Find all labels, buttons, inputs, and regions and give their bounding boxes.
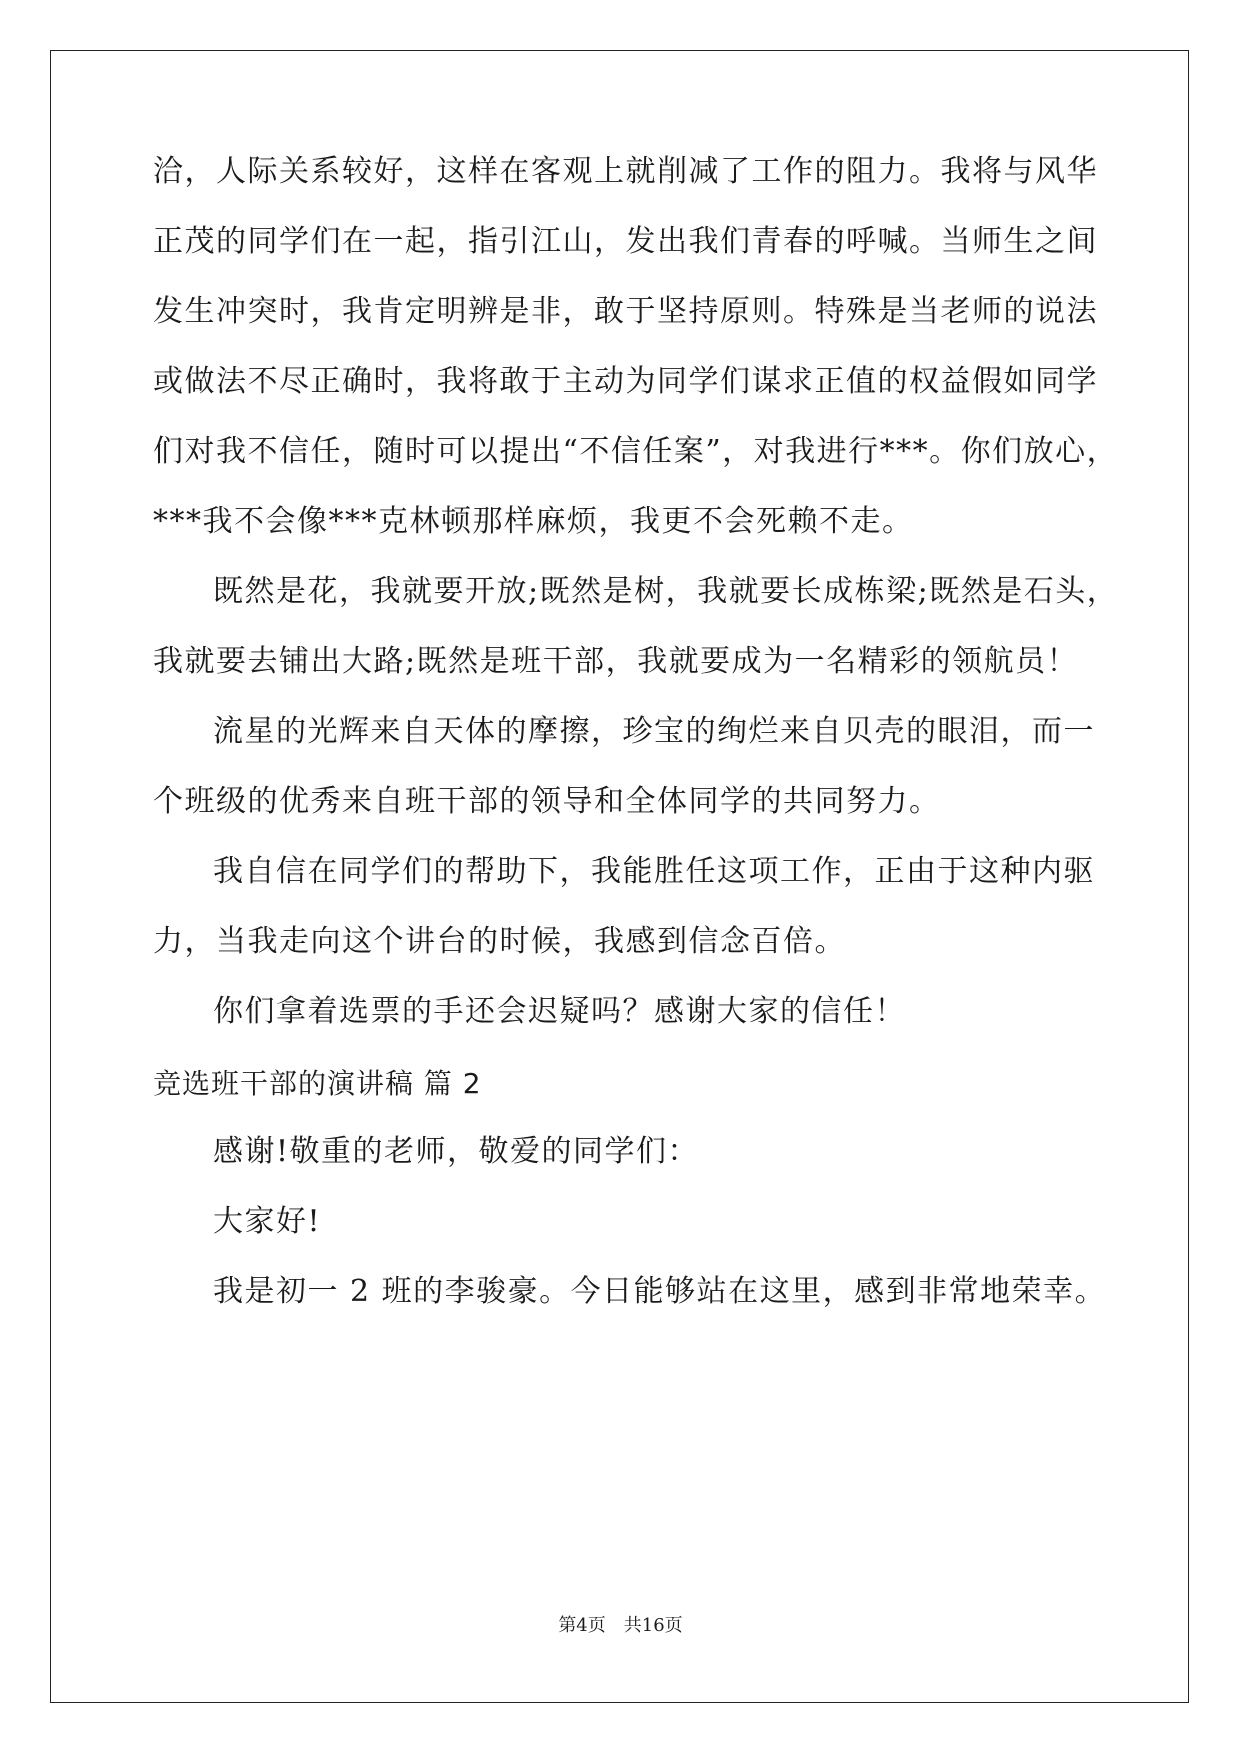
paragraph-line: 你们拿着选票的手还会迟疑吗？感谢大家的信任！ — [213, 994, 906, 1029]
paragraph-line: 我是初一 2 班的李骏豪。今日能够站在这里，感到非常地荣幸。 — [213, 1274, 1107, 1309]
paragraph-line: 正茂的同学们在一起，指引江山，发出我们青春的呼喊。当师生之间 — [153, 224, 1098, 259]
page-number-footer: 第4页 共16页 — [558, 1615, 683, 1636]
paragraph-line: 流星的光辉来自天体的摩擦，珍宝的绚烂来自贝壳的眼泪，而一 — [213, 714, 1095, 749]
paragraph-line: 个班级的优秀来自班干部的领导和全体同学的共同努力。 — [153, 784, 941, 819]
paragraph-line: 感谢!敬重的老师，敬爱的同学们： — [213, 1134, 700, 1169]
section-heading: 竞选班干部的演讲稿 篇 2 — [153, 1067, 482, 1100]
paragraph-line: 们对我不信任，随时可以提出“不信任案”，对我进行***。你们放心， — [153, 434, 1119, 469]
paragraph-line: 既然是花，我就要开放;既然是树，我就要长成栋梁;既然是石头， — [213, 574, 1119, 609]
paragraph-line: 发生冲突时，我肯定明辨是非，敢于坚持原则。特殊是当老师的说法 — [153, 294, 1098, 329]
paragraph-line: 我就要去铺出大路;既然是班干部，我就要成为一名精彩的领航员！ — [153, 644, 1079, 679]
paragraph-line: ***我不会像***克林顿那样麻烦，我更不会死赖不走。 — [153, 504, 914, 539]
paragraph-line: 或做法不尽正确时，我将敢于主动为同学们谋求正值的权益假如同学 — [153, 364, 1098, 399]
paragraph-line: 大家好! — [213, 1204, 322, 1239]
paragraph-line: 我自信在同学们的帮助下，我能胜任这项工作，正由于这种内驱 — [213, 854, 1095, 889]
paragraph-line: 力，当我走向这个讲台的时候，我感到信念百倍。 — [153, 924, 846, 959]
paragraph-line: 洽，人际关系较好，这样在客观上就削减了工作的阻力。我将与风华 — [153, 154, 1098, 189]
